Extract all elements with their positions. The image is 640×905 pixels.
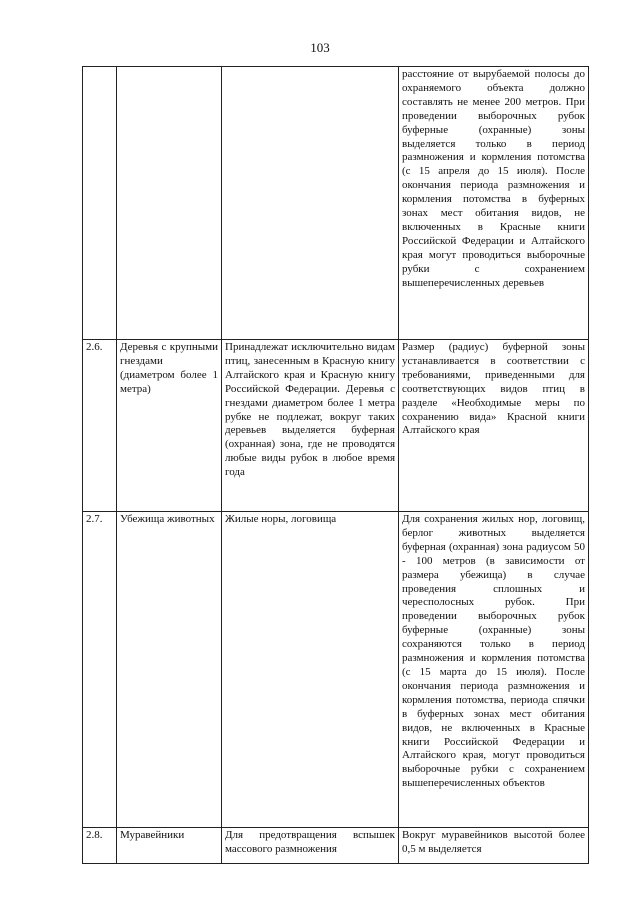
- table-row: [83, 340, 589, 512]
- object-name-cell: Деревья с крупными гнездами (диаметром более 1 метра): [117, 340, 222, 512]
- measures-cell: Размер (радиус) буферной зоны устанавливается в соответствии с требованиями, приведенными для соответствующих видов птиц в разделе «Необходимые меры по сохранению вида» Красной книги Алтайского края: [399, 340, 589, 512]
- description-cell: Для предотвращения вспышек массового размножения: [222, 828, 399, 864]
- description-cell: Принадлежат исключительно видам птиц, занесенным в Красную книгу Алтайского края и Красную книгу Российской Федерации. Деревья с гнездами диаметром более 1 метра рубке не подлежат, вокруг таких деревьев выделяется буферная (охранная) зона, где не проводятся любые виды рубок в любое время года: [222, 340, 399, 512]
- measures-cell: расстояние от вырубаемой полосы до охраняемого объекта должно составлять не менее 200 метров. При проведении выборочных рубок буферные (охранные) зоны выделяется только в период размножения и кормления потомства (с 15 апреля до 15 июля). После окончания периода размножения и кормления потомства в буферных зонах мест обитания видов, не включенных в Красные книги Российской Федерации и Алтайского края могут проводиться выборочные рубки с сохранением вышеперечисленных деревьев: [399, 67, 589, 340]
- measures-cell: Вокруг муравейников высотой более 0,5 м выделяется: [399, 828, 589, 864]
- measures-cell: Для сохранения жилых нор, логовищ, берлог животных выделяется буферная (охранная) зона радиусом 50 - 100 метров (в зависимости от размера убежища) в случае проведения сплошных и чересполосных рубок. При проведении выборочных рубок буферные (охранные) зоны сохраняются только в период размножения и кормления потомства (с 15 марта до 15 июля). После окончания периода размножения и кормления потомства, периода спячки в буферных зонах мест обитания видов, не включенных в Красные книги Российской Федерации и Алтайского края, могут проводиться выборочные рубки с сохранением вышеперечисленных объектов: [399, 512, 589, 828]
- table-row: [83, 67, 589, 340]
- table-row: [83, 512, 589, 828]
- page-number: 103: [310, 40, 330, 55]
- description-cell: [222, 67, 399, 340]
- row-number-cell: 2.7.: [83, 512, 117, 828]
- description-cell: Жилые норы, логовища: [222, 512, 399, 828]
- requirements-table: [82, 66, 589, 864]
- object-name-cell: Убежища животных: [117, 512, 222, 828]
- table-row: [83, 828, 589, 864]
- object-name-cell: [117, 67, 222, 340]
- row-number-cell: 2.8.: [83, 828, 117, 864]
- row-number-cell: [83, 67, 117, 340]
- object-name-cell: Муравейники: [117, 828, 222, 864]
- row-number-cell: 2.6.: [83, 340, 117, 512]
